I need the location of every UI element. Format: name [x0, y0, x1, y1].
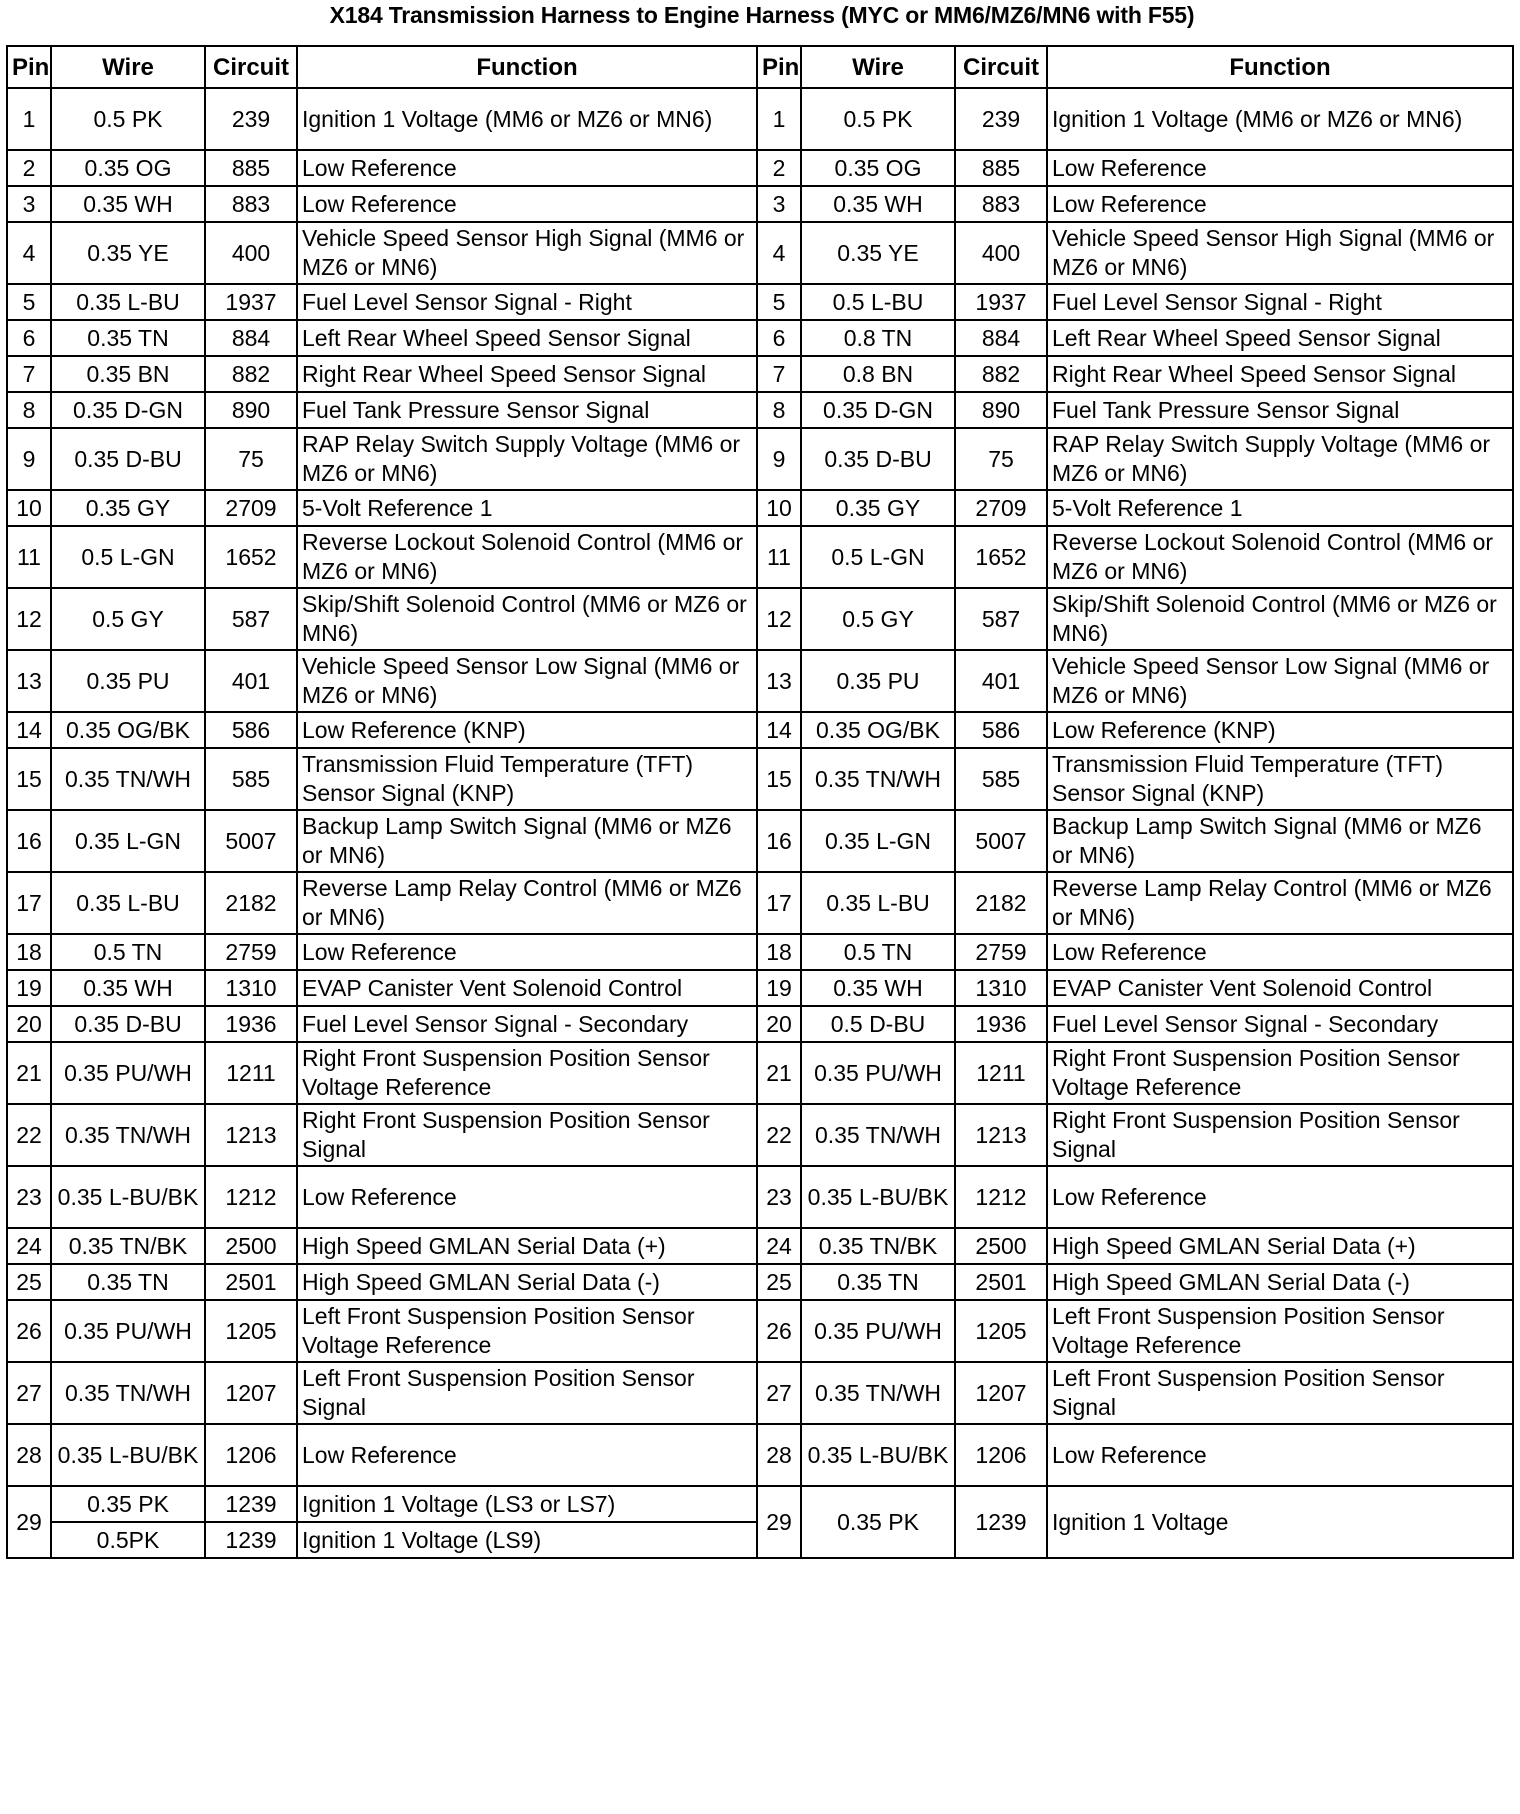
function-cell: Low Reference — [1047, 1166, 1513, 1228]
wire-cell: 0.35 PU/WH — [51, 1042, 205, 1104]
pin-cell: 14 — [7, 712, 51, 748]
circuit-cell: 884 — [955, 320, 1047, 356]
circuit-cell: 2182 — [955, 872, 1047, 934]
wire-cell: 0.35 OG/BK — [51, 712, 205, 748]
wire-cell: 0.35 PU — [51, 650, 205, 712]
function-cell: RAP Relay Switch Supply Voltage (MM6 or MZ6 or MN6) — [297, 428, 757, 490]
function-cell: Left Rear Wheel Speed Sensor Signal — [297, 320, 757, 356]
circuit-cell: 1239 — [205, 1486, 297, 1522]
table-row — [7, 1362, 1513, 1424]
function-cell: Fuel Level Sensor Signal - Secondary — [1047, 1006, 1513, 1042]
circuit-cell: 585 — [955, 748, 1047, 810]
wire-cell: 0.35 D-BU — [801, 428, 955, 490]
wire-cell: 0.5 GY — [51, 588, 205, 650]
circuit-cell: 1213 — [205, 1104, 297, 1166]
table-row — [7, 88, 1513, 150]
circuit-cell: 882 — [955, 356, 1047, 392]
wire-cell: 0.35 PU/WH — [801, 1042, 955, 1104]
circuit-cell: 1211 — [205, 1042, 297, 1104]
wire-cell: 0.35 L-BU/BK — [51, 1166, 205, 1228]
pin-cell: 1 — [757, 88, 801, 150]
circuit-cell: 586 — [205, 712, 297, 748]
pin-cell: 20 — [757, 1006, 801, 1042]
function-cell: Fuel Tank Pressure Sensor Signal — [1047, 392, 1513, 428]
circuit-cell: 2759 — [205, 934, 297, 970]
wire-cell: 0.35 PK — [51, 1486, 205, 1522]
circuit-cell: 883 — [955, 186, 1047, 222]
pin-cell: 10 — [7, 490, 51, 526]
circuit-cell: 885 — [955, 150, 1047, 186]
header-wire: Wire — [801, 46, 955, 88]
function-cell: Low Reference — [1047, 1424, 1513, 1486]
circuit-cell: 2501 — [205, 1264, 297, 1300]
pin-cell: 15 — [757, 748, 801, 810]
function-cell: Fuel Level Sensor Signal - Right — [297, 284, 757, 320]
circuit-cell: 585 — [205, 748, 297, 810]
circuit-cell: 1652 — [955, 526, 1047, 588]
header-circuit: Circuit — [955, 46, 1047, 88]
header-function: Function — [297, 46, 757, 88]
wire-cell: 0.35 OG — [801, 150, 955, 186]
table-row — [7, 320, 1513, 356]
pin-cell: 19 — [757, 970, 801, 1006]
pin-cell: 8 — [757, 392, 801, 428]
circuit-cell: 5007 — [955, 810, 1047, 872]
header-pin: Pin — [7, 46, 51, 88]
circuit-cell: 401 — [955, 650, 1047, 712]
wire-cell: 0.35 TN/WH — [801, 748, 955, 810]
pin-cell: 2 — [757, 150, 801, 186]
wire-cell: 0.35 OG/BK — [801, 712, 955, 748]
pin-cell: 4 — [7, 222, 51, 284]
function-cell: 5-Volt Reference 1 — [1047, 490, 1513, 526]
wire-cell: 0.35 YE — [801, 222, 955, 284]
wire-cell: 0.35 WH — [51, 970, 205, 1006]
pin-cell: 18 — [757, 934, 801, 970]
circuit-cell: 883 — [205, 186, 297, 222]
table-row — [7, 150, 1513, 186]
wire-cell: 0.5 PK — [51, 88, 205, 150]
function-cell: Low Reference — [1047, 186, 1513, 222]
function-cell: Backup Lamp Switch Signal (MM6 or MZ6 or MN6) — [1047, 810, 1513, 872]
wire-cell: 0.35 GY — [801, 490, 955, 526]
circuit-cell: 400 — [205, 222, 297, 284]
function-cell: Reverse Lockout Solenoid Control (MM6 or MZ6 or MN6) — [1047, 526, 1513, 588]
circuit-cell: 2709 — [205, 490, 297, 526]
circuit-cell: 2500 — [955, 1228, 1047, 1264]
table-row — [7, 934, 1513, 970]
table-row — [7, 1424, 1513, 1486]
function-cell: High Speed GMLAN Serial Data (+) — [297, 1228, 757, 1264]
pin-cell: 13 — [757, 650, 801, 712]
circuit-cell: 1652 — [205, 526, 297, 588]
wire-cell: 0.35 PU/WH — [51, 1300, 205, 1362]
wire-cell: 0.35 TN — [801, 1264, 955, 1300]
wire-cell: 0.35 D-BU — [51, 1006, 205, 1042]
function-cell: Low Reference — [1047, 934, 1513, 970]
wire-cell: 0.5 PK — [801, 88, 955, 150]
function-cell: Ignition 1 Voltage (LS3 or LS7) — [297, 1486, 757, 1522]
table-row — [7, 712, 1513, 748]
page-title: X184 Transmission Harness to Engine Harness (MYC or MM6/MZ6/MN6 with F55) — [329, 2, 1195, 28]
function-cell: RAP Relay Switch Supply Voltage (MM6 or MZ6 or MN6) — [1047, 428, 1513, 490]
circuit-cell: 587 — [205, 588, 297, 650]
circuit-cell: 1937 — [955, 284, 1047, 320]
table-row — [7, 392, 1513, 428]
table-row — [7, 1166, 1513, 1228]
pin-cell: 13 — [7, 650, 51, 712]
wire-cell: 0.35 PU — [801, 650, 955, 712]
table-row — [7, 1264, 1513, 1300]
pin-cell: 25 — [757, 1264, 801, 1300]
function-cell: EVAP Canister Vent Solenoid Control — [1047, 970, 1513, 1006]
circuit-cell: 2501 — [955, 1264, 1047, 1300]
function-cell: Reverse Lamp Relay Control (MM6 or MZ6 or MN6) — [1047, 872, 1513, 934]
wire-cell: 0.35 L-BU — [801, 872, 955, 934]
circuit-cell: 1212 — [955, 1166, 1047, 1228]
pin-cell: 27 — [7, 1362, 51, 1424]
wire-cell: 0.5 GY — [801, 588, 955, 650]
pin-cell: 14 — [757, 712, 801, 748]
function-cell: Left Rear Wheel Speed Sensor Signal — [1047, 320, 1513, 356]
circuit-cell: 1207 — [955, 1362, 1047, 1424]
table-row — [7, 186, 1513, 222]
function-cell: High Speed GMLAN Serial Data (-) — [1047, 1264, 1513, 1300]
circuit-cell: 1206 — [955, 1424, 1047, 1486]
function-cell: Reverse Lockout Solenoid Control (MM6 or MZ6 or MN6) — [297, 526, 757, 588]
wire-cell: 0.5 TN — [801, 934, 955, 970]
table-row — [7, 1104, 1513, 1166]
circuit-cell: 1212 — [205, 1166, 297, 1228]
pin-cell: 23 — [7, 1166, 51, 1228]
wire-cell: 0.35 PU/WH — [801, 1300, 955, 1362]
function-cell: Right Front Suspension Position Sensor Voltage Reference — [297, 1042, 757, 1104]
function-cell: Vehicle Speed Sensor High Signal (MM6 or MZ6 or MN6) — [1047, 222, 1513, 284]
function-cell: Vehicle Speed Sensor High Signal (MM6 or MZ6 or MN6) — [297, 222, 757, 284]
wire-cell: 0.8 TN — [801, 320, 955, 356]
function-cell: Low Reference (KNP) — [1047, 712, 1513, 748]
function-cell: Transmission Fluid Temperature (TFT) Sensor Signal (KNP) — [1047, 748, 1513, 810]
header-circuit: Circuit — [205, 46, 297, 88]
pin-cell: 18 — [7, 934, 51, 970]
wire-cell: 0.35 WH — [801, 970, 955, 1006]
table-row — [7, 1042, 1513, 1104]
pin-cell: 3 — [757, 186, 801, 222]
function-cell: Skip/Shift Solenoid Control (MM6 or MZ6 or MN6) — [1047, 588, 1513, 650]
pin-cell: 28 — [7, 1424, 51, 1486]
function-cell: Fuel Tank Pressure Sensor Signal — [297, 392, 757, 428]
function-cell: Ignition 1 Voltage (MM6 or MZ6 or MN6) — [1047, 88, 1513, 150]
function-cell: Left Front Suspension Position Sensor Voltage Reference — [297, 1300, 757, 1362]
table-row — [7, 1300, 1513, 1362]
circuit-cell: 1936 — [205, 1006, 297, 1042]
circuit-cell: 239 — [955, 88, 1047, 150]
wire-cell: 0.35 PK — [801, 1486, 955, 1558]
pin-cell: 12 — [7, 588, 51, 650]
header-wire: Wire — [51, 46, 205, 88]
table-row — [7, 588, 1513, 650]
connector-pinout-table — [6, 45, 1514, 1559]
pin-cell: 1 — [7, 88, 51, 150]
wire-cell: 0.8 BN — [801, 356, 955, 392]
table-row — [7, 970, 1513, 1006]
function-cell: Right Rear Wheel Speed Sensor Signal — [1047, 356, 1513, 392]
wire-cell: 0.35 D-GN — [801, 392, 955, 428]
function-cell: Fuel Level Sensor Signal - Right — [1047, 284, 1513, 320]
pin-cell: 11 — [7, 526, 51, 588]
function-cell: Vehicle Speed Sensor Low Signal (MM6 or MZ6 or MN6) — [1047, 650, 1513, 712]
function-cell: Right Front Suspension Position Sensor Voltage Reference — [1047, 1042, 1513, 1104]
pin-cell: 22 — [757, 1104, 801, 1166]
pin-cell: 27 — [757, 1362, 801, 1424]
wire-cell: 0.35 GY — [51, 490, 205, 526]
function-cell: Low Reference (KNP) — [297, 712, 757, 748]
pin-cell: 5 — [7, 284, 51, 320]
function-cell: Left Front Suspension Position Sensor Voltage Reference — [1047, 1300, 1513, 1362]
pin-cell: 22 — [7, 1104, 51, 1166]
pin-cell: 19 — [7, 970, 51, 1006]
table-row — [7, 356, 1513, 392]
wire-cell: 0.35 OG — [51, 150, 205, 186]
circuit-cell: 1937 — [205, 284, 297, 320]
table-row — [7, 810, 1513, 872]
circuit-cell: 890 — [205, 392, 297, 428]
wire-cell: 0.35 TN/WH — [51, 748, 205, 810]
function-cell: Ignition 1 Voltage (LS9) — [297, 1522, 757, 1558]
function-cell: High Speed GMLAN Serial Data (+) — [1047, 1228, 1513, 1264]
pin-cell: 28 — [757, 1424, 801, 1486]
pin-cell: 6 — [7, 320, 51, 356]
circuit-cell: 890 — [955, 392, 1047, 428]
circuit-cell: 2709 — [955, 490, 1047, 526]
wire-cell: 0.5PK — [51, 1522, 205, 1558]
circuit-cell: 5007 — [205, 810, 297, 872]
table-row — [7, 748, 1513, 810]
function-cell: Right Front Suspension Position Sensor Signal — [1047, 1104, 1513, 1166]
pin-cell: 10 — [757, 490, 801, 526]
pin-cell: 26 — [757, 1300, 801, 1362]
circuit-cell: 885 — [205, 150, 297, 186]
header-pin: Pin — [757, 46, 801, 88]
pin-cell: 9 — [757, 428, 801, 490]
table-row — [7, 428, 1513, 490]
function-cell: Right Rear Wheel Speed Sensor Signal — [297, 356, 757, 392]
function-cell: Low Reference — [297, 1424, 757, 1486]
function-cell: Reverse Lamp Relay Control (MM6 or MZ6 or MN6) — [297, 872, 757, 934]
circuit-cell: 1239 — [955, 1486, 1047, 1558]
circuit-cell: 587 — [955, 588, 1047, 650]
wire-cell: 0.35 L-BU/BK — [801, 1166, 955, 1228]
table-row — [7, 1486, 1513, 1522]
pin-cell: 24 — [7, 1228, 51, 1264]
pin-cell: 4 — [757, 222, 801, 284]
circuit-cell: 884 — [205, 320, 297, 356]
pin-cell: 17 — [757, 872, 801, 934]
function-cell: Low Reference — [1047, 150, 1513, 186]
pin-cell: 9 — [7, 428, 51, 490]
header-function: Function — [1047, 46, 1513, 88]
pin-cell: 3 — [7, 186, 51, 222]
function-cell: Vehicle Speed Sensor Low Signal (MM6 or MZ6 or MN6) — [297, 650, 757, 712]
circuit-cell: 2759 — [955, 934, 1047, 970]
pin-cell: 16 — [7, 810, 51, 872]
circuit-cell: 2182 — [205, 872, 297, 934]
function-cell: Ignition 1 Voltage (MM6 or MZ6 or MN6) — [297, 88, 757, 150]
function-cell: Backup Lamp Switch Signal (MM6 or MZ6 or MN6) — [297, 810, 757, 872]
wire-cell: 0.35 BN — [51, 356, 205, 392]
circuit-cell: 1205 — [205, 1300, 297, 1362]
wire-cell: 0.35 D-GN — [51, 392, 205, 428]
pin-cell: 21 — [7, 1042, 51, 1104]
pin-cell: 24 — [757, 1228, 801, 1264]
wire-cell: 0.35 TN/BK — [801, 1228, 955, 1264]
wire-cell: 0.35 WH — [51, 186, 205, 222]
wire-cell: 0.35 L-BU — [51, 872, 205, 934]
wire-cell: 0.35 TN/WH — [801, 1362, 955, 1424]
wire-cell: 0.35 TN/WH — [51, 1104, 205, 1166]
wire-cell: 0.35 WH — [801, 186, 955, 222]
pin-cell: 25 — [7, 1264, 51, 1300]
function-cell: Ignition 1 Voltage — [1047, 1486, 1513, 1558]
pin-cell: 26 — [7, 1300, 51, 1362]
circuit-cell: 1936 — [955, 1006, 1047, 1042]
function-cell: Left Front Suspension Position Sensor Signal — [1047, 1362, 1513, 1424]
pin-cell: 11 — [757, 526, 801, 588]
wire-cell: 0.5 L-GN — [801, 526, 955, 588]
circuit-cell: 1205 — [955, 1300, 1047, 1362]
function-cell: Low Reference — [297, 186, 757, 222]
pin-cell: 8 — [7, 392, 51, 428]
wire-cell: 0.35 TN — [51, 320, 205, 356]
pin-cell: 29 — [7, 1486, 51, 1558]
circuit-cell: 1207 — [205, 1362, 297, 1424]
circuit-cell: 401 — [205, 650, 297, 712]
pin-cell: 17 — [7, 872, 51, 934]
circuit-cell: 1310 — [955, 970, 1047, 1006]
function-cell: Fuel Level Sensor Signal - Secondary — [297, 1006, 757, 1042]
pin-cell: 20 — [7, 1006, 51, 1042]
circuit-cell: 75 — [955, 428, 1047, 490]
pin-cell: 15 — [7, 748, 51, 810]
pin-cell: 6 — [757, 320, 801, 356]
wire-cell: 0.35 L-BU — [51, 284, 205, 320]
table-row — [7, 490, 1513, 526]
circuit-cell: 400 — [955, 222, 1047, 284]
table-row — [7, 1006, 1513, 1042]
function-cell: Left Front Suspension Position Sensor Signal — [297, 1362, 757, 1424]
pin-cell: 23 — [757, 1166, 801, 1228]
table-row — [7, 1228, 1513, 1264]
circuit-cell: 1239 — [205, 1522, 297, 1558]
pin-cell: 7 — [757, 356, 801, 392]
table-row — [7, 872, 1513, 934]
wire-cell: 0.5 TN — [51, 934, 205, 970]
wire-cell: 0.35 L-BU/BK — [51, 1424, 205, 1486]
wire-cell: 0.35 D-BU — [51, 428, 205, 490]
wire-cell: 0.5 L-GN — [51, 526, 205, 588]
function-cell: Skip/Shift Solenoid Control (MM6 or MZ6 or MN6) — [297, 588, 757, 650]
function-cell: Transmission Fluid Temperature (TFT) Sensor Signal (KNP) — [297, 748, 757, 810]
pin-cell: 21 — [757, 1042, 801, 1104]
wire-cell: 0.35 L-GN — [801, 810, 955, 872]
wire-cell: 0.5 D-BU — [801, 1006, 955, 1042]
function-cell: Right Front Suspension Position Sensor Signal — [297, 1104, 757, 1166]
table-row — [7, 284, 1513, 320]
circuit-cell: 75 — [205, 428, 297, 490]
pin-cell: 2 — [7, 150, 51, 186]
function-cell: High Speed GMLAN Serial Data (-) — [297, 1264, 757, 1300]
function-cell: Low Reference — [297, 150, 757, 186]
wire-cell: 0.35 TN/WH — [51, 1362, 205, 1424]
wire-cell: 0.35 YE — [51, 222, 205, 284]
wire-cell: 0.35 L-GN — [51, 810, 205, 872]
pin-cell: 29 — [757, 1486, 801, 1558]
table-row — [7, 222, 1513, 284]
circuit-cell: 1310 — [205, 970, 297, 1006]
wire-cell: 0.35 TN/BK — [51, 1228, 205, 1264]
function-cell: Low Reference — [297, 1166, 757, 1228]
pin-cell: 5 — [757, 284, 801, 320]
pin-cell: 7 — [7, 356, 51, 392]
table-row — [7, 526, 1513, 588]
wire-cell: 0.35 TN/WH — [801, 1104, 955, 1166]
circuit-cell: 1211 — [955, 1042, 1047, 1104]
pin-cell: 12 — [757, 588, 801, 650]
function-cell: EVAP Canister Vent Solenoid Control — [297, 970, 757, 1006]
circuit-cell: 2500 — [205, 1228, 297, 1264]
wire-cell: 0.35 TN — [51, 1264, 205, 1300]
circuit-cell: 1206 — [205, 1424, 297, 1486]
function-cell: 5-Volt Reference 1 — [297, 490, 757, 526]
circuit-cell: 1213 — [955, 1104, 1047, 1166]
pin-cell: 16 — [757, 810, 801, 872]
circuit-cell: 586 — [955, 712, 1047, 748]
header-row — [7, 46, 1513, 88]
wire-cell: 0.5 L-BU — [801, 284, 955, 320]
table-row — [7, 650, 1513, 712]
function-cell: Low Reference — [297, 934, 757, 970]
wire-cell: 0.35 L-BU/BK — [801, 1424, 955, 1486]
circuit-cell: 239 — [205, 88, 297, 150]
circuit-cell: 882 — [205, 356, 297, 392]
